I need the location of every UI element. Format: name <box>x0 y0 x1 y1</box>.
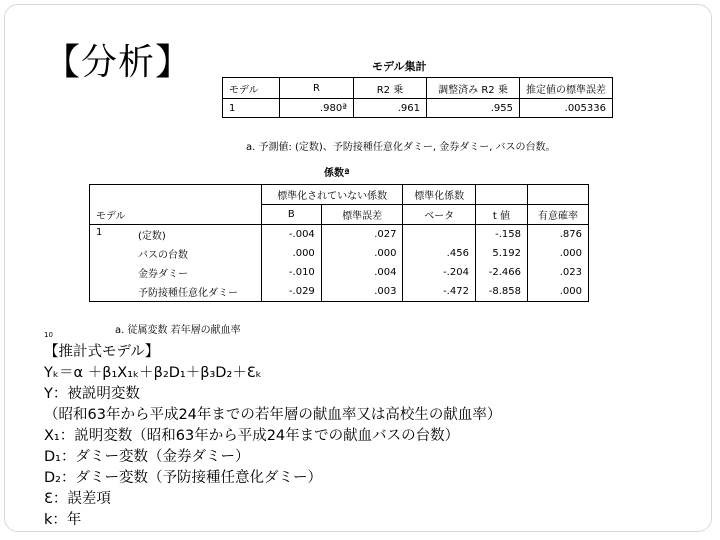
body-line: X₁：説明変数（昭和63年から平成24年までの献血バスの台数） <box>44 428 460 444</box>
body-line: D₂：ダミー変数（予防接種任意化ダミー） <box>44 470 322 486</box>
row-t: 5.192 <box>475 244 527 263</box>
cell-std-error: .005336 <box>520 99 613 118</box>
header-r: R <box>280 78 354 99</box>
body-line: k：年 <box>44 512 82 528</box>
model-summary-caption: モデル集計 <box>372 60 427 73</box>
row-beta <box>403 225 475 245</box>
model-summary-note: a. 予測値: (定数)、予防接種任意化ダミー, 金券ダミー, バスの台数。 <box>246 142 556 153</box>
row-p: .000 <box>528 282 589 302</box>
coef-note: a. 従属変数 若年層の献血率 <box>115 325 241 336</box>
row-se: .003 <box>321 282 403 302</box>
body-line: D₁：ダミー変数（金券ダミー） <box>44 449 250 465</box>
header-adj-r2: 調整済み R2 乗 <box>427 78 520 99</box>
coef-header-b: B <box>261 205 321 225</box>
row-b: .000 <box>261 244 321 263</box>
coef-header-model: モデル <box>90 205 262 225</box>
cell-r2: .961 <box>353 99 426 118</box>
model-description <box>44 342 501 531</box>
row-beta: -.472 <box>403 282 475 302</box>
row-p: .023 <box>528 263 589 282</box>
row-label: 予防接種任意化ダミー <box>132 282 261 302</box>
body-line: Yₖ＝α ＋β₁X₁ₖ＋β₂D₁＋β₃D₂＋Ɛₖ <box>44 365 262 381</box>
cell-adj-r2: .955 <box>427 99 520 118</box>
body-line: 【推計式モデル】 <box>44 344 160 360</box>
header-r2: R2 乗 <box>353 78 426 99</box>
header-model: モデル <box>223 78 280 99</box>
row-se: .004 <box>321 263 403 282</box>
cell-r: .980ª <box>280 99 354 118</box>
row-label: バスの台数 <box>132 244 261 263</box>
body-line: Ɛ：誤差項 <box>44 491 111 507</box>
coef-header-beta: ベータ <box>403 205 475 225</box>
row-t: -8.858 <box>475 282 527 302</box>
slide-title: 【分析】 <box>44 42 193 83</box>
row-p: .000 <box>528 244 589 263</box>
cell-model: 1 <box>223 99 280 118</box>
row-b: -.004 <box>261 225 321 245</box>
coefficients-table <box>89 184 589 302</box>
page-number: 10 <box>44 331 53 339</box>
group-unstd: 標準化されていない係数 <box>261 185 403 205</box>
row-t: -.158 <box>475 225 527 245</box>
group-std: 標準化係数 <box>403 185 475 205</box>
coef-header-se: 標準誤差 <box>321 205 403 225</box>
row-se: .000 <box>321 244 403 263</box>
row-p: .876 <box>528 225 589 245</box>
row-b: -.010 <box>261 263 321 282</box>
row-label: 金券ダミー <box>132 263 261 282</box>
body-line: （昭和63年から平成24年までの若年層の献血率又は高校生の献血率） <box>44 407 502 423</box>
row-se: .027 <box>321 225 403 245</box>
header-std-error: 推定値の標準誤差 <box>520 78 613 99</box>
body-line: Y：被説明変数 <box>44 386 140 402</box>
coef-header-t: t 値 <box>475 205 527 225</box>
row-beta: .456 <box>403 244 475 263</box>
row-t: -2.466 <box>475 263 527 282</box>
row-label: (定数) <box>132 225 261 245</box>
coef-header-p: 有意確率 <box>528 205 589 225</box>
row-beta: -.204 <box>403 263 475 282</box>
coef-model-no: 1 <box>90 225 133 302</box>
coef-caption: 係数ª <box>324 168 350 179</box>
row-b: -.029 <box>261 282 321 302</box>
model-summary-table <box>222 77 613 118</box>
